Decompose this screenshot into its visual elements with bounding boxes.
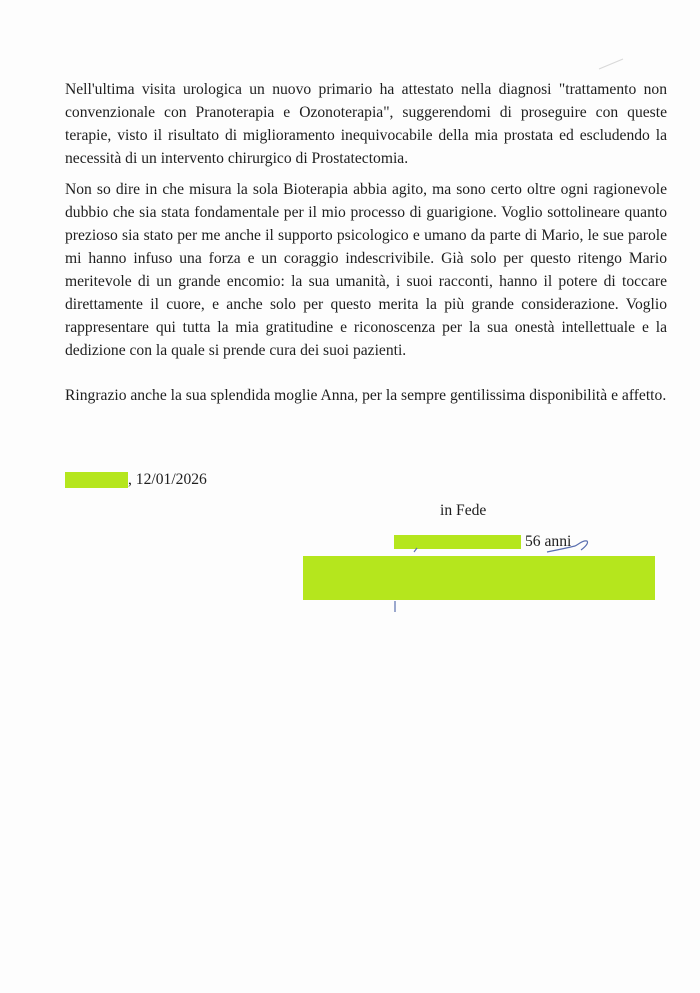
paper-mark xyxy=(598,58,624,70)
paragraph-thanks-anna: Ringrazio anche la sua splendida moglie Anna, per la sempre gentilissima disponibilità e affetto. xyxy=(65,387,667,404)
closing-text: in Fede xyxy=(440,502,487,519)
date-text: , 12/01/2026 xyxy=(128,471,207,488)
redacted-place xyxy=(65,472,128,488)
redacted-signature xyxy=(303,556,655,600)
age-text: 56 anni xyxy=(525,533,572,550)
signature-pen-stroke xyxy=(545,538,591,554)
signature-pen-dot xyxy=(412,546,420,554)
paragraph-diagnosis: Nell'ultima visita urologica un nuovo primario ha attestato nella diagnosi "trattamento non convenzionale con Pranoterapia e Ozonoterapia", suggerendomi di proseguire con queste terapie, visto il risultato di miglioramento inequivocabile della mia prostata ed escludendo la necessità di un intervento chirurgico di Prostatectomia. xyxy=(65,81,667,167)
paragraph-gratitude: Non so dire in che misura la sola Bioterapia abbia agito, ma sono certo oltre ogni ragionevole dubbio che sia stata fondamentale per il mio processo di guarigione. Voglio sottolineare quanto prezioso sia stato per me anche il supporto psicologico e umano da parte di Mario, le sue parole mi hanno infuso una forza e un coraggio indescrivibile. Già solo per questo ritengo Mario meritevole di un grande encomio: la sua umanità, i suoi racconti, hanno il potere di toccare direttamente il cuore, e anche solo per questo merita la più grande considerazione. Voglio rappresentare qui tutta la mia gratitudine e riconoscenza per la sua onestà intellettuale e la dedizione con la quale si prende cura dei suoi pazienti. xyxy=(65,181,667,359)
signature-pen-tail xyxy=(392,600,398,614)
place-date-line xyxy=(65,470,207,490)
